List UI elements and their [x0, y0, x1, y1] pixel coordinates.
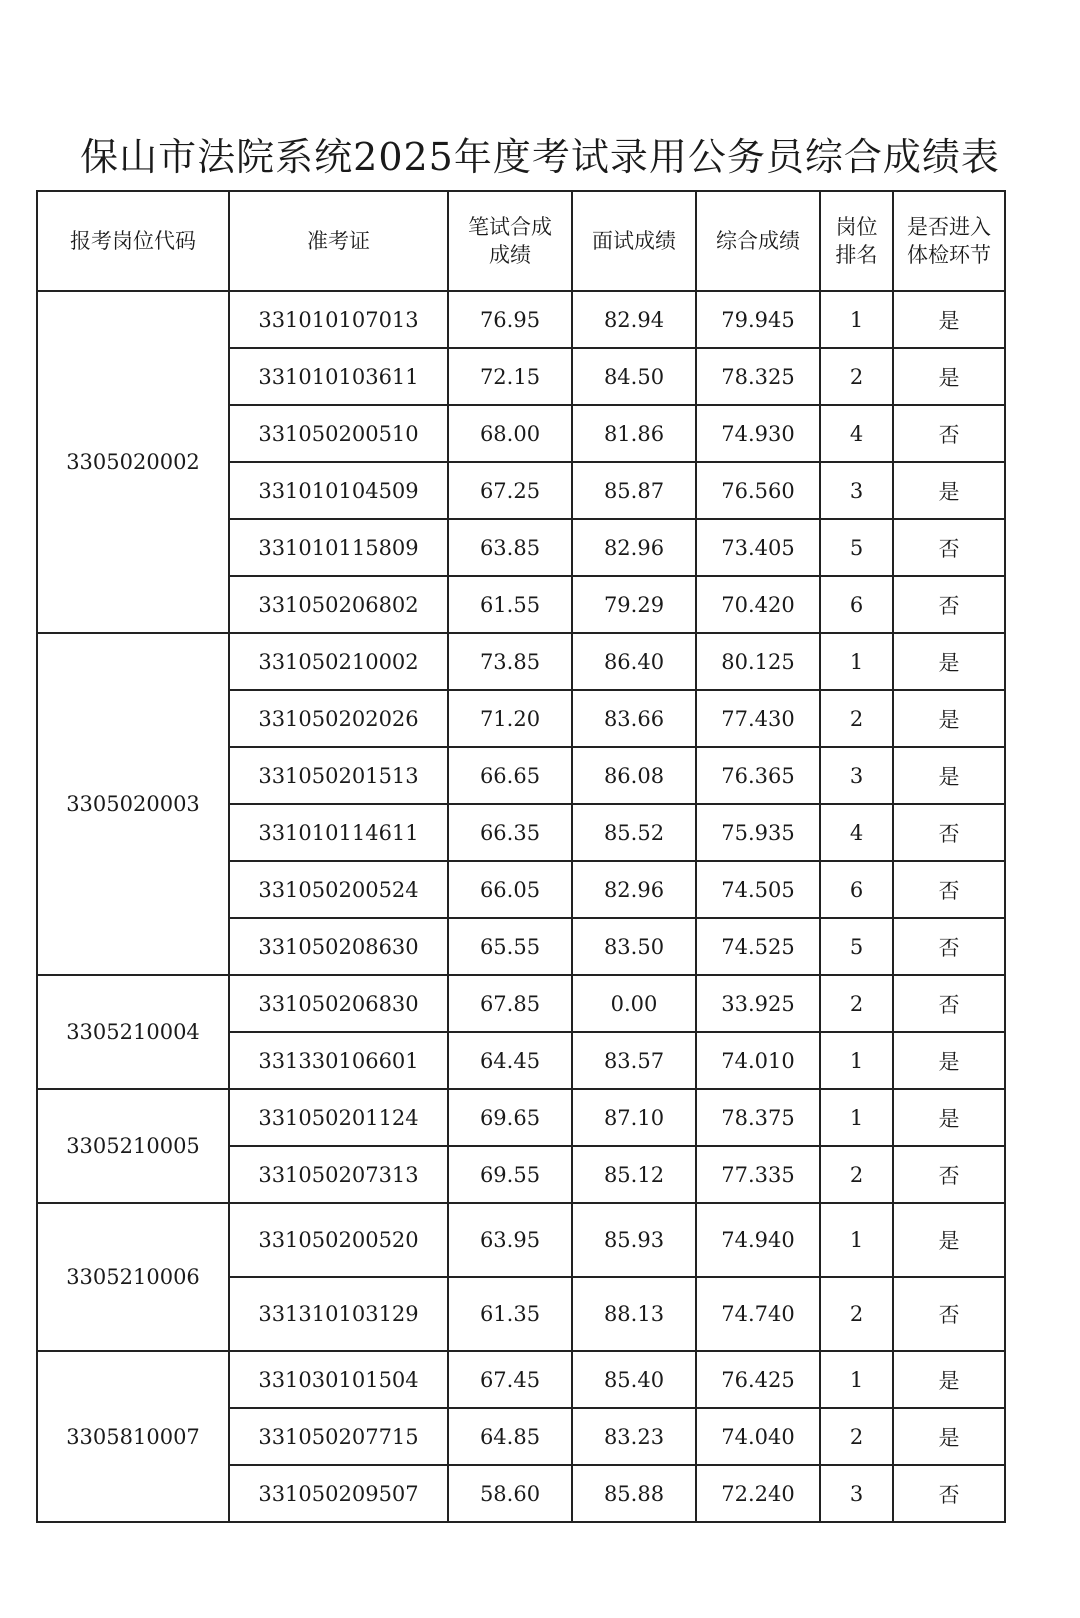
composite-cell: 75.935 — [696, 804, 820, 861]
interview-cell: 83.23 — [572, 1408, 696, 1465]
physical-cell: 否 — [893, 804, 1005, 861]
interview-cell: 85.93 — [572, 1203, 696, 1277]
written-cell: 67.25 — [448, 462, 572, 519]
physical-cell: 否 — [893, 576, 1005, 633]
composite-cell: 74.010 — [696, 1032, 820, 1089]
rank-cell: 5 — [820, 918, 893, 975]
rank-cell: 1 — [820, 1032, 893, 1089]
rank-cell: 1 — [820, 1351, 893, 1408]
physical-cell: 是 — [893, 348, 1005, 405]
header-position-code: 报考岗位代码 — [37, 191, 229, 291]
interview-cell: 83.50 — [572, 918, 696, 975]
composite-cell: 72.240 — [696, 1465, 820, 1522]
physical-cell: 否 — [893, 975, 1005, 1032]
header-ticket: 准考证 — [229, 191, 448, 291]
position-code-cell: 3305210005 — [37, 1089, 229, 1203]
position-code-cell: 3305810007 — [37, 1351, 229, 1522]
written-cell: 76.95 — [448, 291, 572, 348]
composite-cell: 76.560 — [696, 462, 820, 519]
ticket-cell: 331030101504 — [229, 1351, 448, 1408]
interview-cell: 84.50 — [572, 348, 696, 405]
ticket-cell: 331050210002 — [229, 633, 448, 690]
physical-cell: 是 — [893, 1032, 1005, 1089]
rank-cell: 1 — [820, 1089, 893, 1146]
ticket-cell: 331050200524 — [229, 861, 448, 918]
ticket-cell: 331010104509 — [229, 462, 448, 519]
rank-cell: 5 — [820, 519, 893, 576]
position-code-cell: 3305210004 — [37, 975, 229, 1089]
composite-cell: 74.040 — [696, 1408, 820, 1465]
physical-cell: 是 — [893, 747, 1005, 804]
position-code-cell: 3305020002 — [37, 291, 229, 633]
interview-cell: 85.12 — [572, 1146, 696, 1203]
written-cell: 66.65 — [448, 747, 572, 804]
composite-cell: 74.930 — [696, 405, 820, 462]
composite-cell: 70.420 — [696, 576, 820, 633]
header-interview-score: 面试成绩 — [572, 191, 696, 291]
interview-cell: 85.88 — [572, 1465, 696, 1522]
physical-cell: 否 — [893, 405, 1005, 462]
composite-cell: 77.335 — [696, 1146, 820, 1203]
physical-cell: 是 — [893, 1351, 1005, 1408]
interview-cell: 79.29 — [572, 576, 696, 633]
composite-cell: 76.425 — [696, 1351, 820, 1408]
interview-cell: 85.40 — [572, 1351, 696, 1408]
table-row — [37, 975, 1005, 1032]
physical-cell: 是 — [893, 1408, 1005, 1465]
composite-cell: 77.430 — [696, 690, 820, 747]
physical-cell: 否 — [893, 861, 1005, 918]
written-cell: 66.35 — [448, 804, 572, 861]
written-cell: 61.55 — [448, 576, 572, 633]
ticket-cell: 331330106601 — [229, 1032, 448, 1089]
physical-cell: 是 — [893, 1203, 1005, 1277]
header-physical-line1: 是否进入 — [907, 215, 991, 239]
composite-cell: 33.925 — [696, 975, 820, 1032]
ticket-cell: 331310103129 — [229, 1277, 448, 1351]
ticket-cell: 331050206802 — [229, 576, 448, 633]
written-cell: 63.95 — [448, 1203, 572, 1277]
header-written-line2: 成绩 — [489, 243, 531, 267]
ticket-cell: 331050201124 — [229, 1089, 448, 1146]
rank-cell: 2 — [820, 1277, 893, 1351]
ticket-cell: 331050206830 — [229, 975, 448, 1032]
interview-cell: 83.66 — [572, 690, 696, 747]
interview-cell: 87.10 — [572, 1089, 696, 1146]
rank-cell: 1 — [820, 291, 893, 348]
table-row — [37, 633, 1005, 690]
table-row — [37, 1203, 1005, 1277]
ticket-cell: 331050200510 — [229, 405, 448, 462]
rank-cell: 1 — [820, 633, 893, 690]
header-rank-line2: 排名 — [835, 243, 878, 267]
written-cell: 67.45 — [448, 1351, 572, 1408]
rank-cell: 2 — [820, 348, 893, 405]
table-body — [37, 291, 1005, 1522]
physical-cell: 是 — [893, 291, 1005, 348]
header-composite-score: 综合成绩 — [696, 191, 820, 291]
interview-cell: 88.13 — [572, 1277, 696, 1351]
score-table — [36, 190, 1006, 1523]
ticket-cell: 331010115809 — [229, 519, 448, 576]
ticket-cell: 331050207715 — [229, 1408, 448, 1465]
ticket-cell: 331050207313 — [229, 1146, 448, 1203]
physical-cell: 是 — [893, 633, 1005, 690]
ticket-cell: 331050201513 — [229, 747, 448, 804]
rank-cell: 2 — [820, 1146, 893, 1203]
written-cell: 66.05 — [448, 861, 572, 918]
rank-cell: 6 — [820, 861, 893, 918]
rank-cell: 2 — [820, 690, 893, 747]
header-written-score — [448, 191, 572, 291]
written-cell: 58.60 — [448, 1465, 572, 1522]
composite-cell: 78.325 — [696, 348, 820, 405]
physical-cell: 是 — [893, 462, 1005, 519]
interview-cell: 86.08 — [572, 747, 696, 804]
rank-cell: 4 — [820, 405, 893, 462]
interview-cell: 82.96 — [572, 861, 696, 918]
header-written-line1: 笔试合成 — [468, 215, 552, 239]
written-cell: 69.65 — [448, 1089, 572, 1146]
written-cell: 72.15 — [448, 348, 572, 405]
table-row — [37, 291, 1005, 348]
rank-cell: 1 — [820, 1203, 893, 1277]
physical-cell: 否 — [893, 1465, 1005, 1522]
ticket-cell: 331050200520 — [229, 1203, 448, 1277]
header-row — [37, 191, 1005, 291]
written-cell: 65.55 — [448, 918, 572, 975]
position-code-cell: 3305210006 — [37, 1203, 229, 1351]
rank-cell: 3 — [820, 747, 893, 804]
composite-cell: 79.945 — [696, 291, 820, 348]
interview-cell: 85.52 — [572, 804, 696, 861]
table-row — [37, 1089, 1005, 1146]
rank-cell: 3 — [820, 1465, 893, 1522]
interview-cell: 0.00 — [572, 975, 696, 1032]
written-cell: 61.35 — [448, 1277, 572, 1351]
composite-cell: 80.125 — [696, 633, 820, 690]
rank-cell: 4 — [820, 804, 893, 861]
written-cell: 73.85 — [448, 633, 572, 690]
rank-cell: 6 — [820, 576, 893, 633]
physical-cell: 否 — [893, 1277, 1005, 1351]
written-cell: 68.00 — [448, 405, 572, 462]
composite-cell: 74.525 — [696, 918, 820, 975]
ticket-cell: 331050202026 — [229, 690, 448, 747]
written-cell: 67.85 — [448, 975, 572, 1032]
interview-cell: 83.57 — [572, 1032, 696, 1089]
physical-cell: 是 — [893, 1089, 1005, 1146]
physical-cell: 是 — [893, 690, 1005, 747]
composite-cell: 76.365 — [696, 747, 820, 804]
page-title: 保山市法院系统2025年度考试录用公务员综合成绩表 — [80, 135, 1000, 179]
interview-cell: 81.86 — [572, 405, 696, 462]
composite-cell: 74.940 — [696, 1203, 820, 1277]
physical-cell: 否 — [893, 918, 1005, 975]
ticket-cell: 331010107013 — [229, 291, 448, 348]
header-physical-line2: 体检环节 — [907, 243, 991, 267]
interview-cell: 85.87 — [572, 462, 696, 519]
rank-cell: 3 — [820, 462, 893, 519]
composite-cell: 74.505 — [696, 861, 820, 918]
written-cell: 63.85 — [448, 519, 572, 576]
written-cell: 64.85 — [448, 1408, 572, 1465]
header-rank-line1: 岗位 — [835, 215, 878, 239]
interview-cell: 86.40 — [572, 633, 696, 690]
ticket-cell: 331010103611 — [229, 348, 448, 405]
composite-cell: 73.405 — [696, 519, 820, 576]
composite-cell: 78.375 — [696, 1089, 820, 1146]
header-rank — [820, 191, 893, 291]
written-cell: 69.55 — [448, 1146, 572, 1203]
header-physical-exam — [893, 191, 1005, 291]
position-code-cell: 3305020003 — [37, 633, 229, 975]
rank-cell: 2 — [820, 975, 893, 1032]
ticket-cell: 331050208630 — [229, 918, 448, 975]
interview-cell: 82.96 — [572, 519, 696, 576]
interview-cell: 82.94 — [572, 291, 696, 348]
ticket-cell: 331010114611 — [229, 804, 448, 861]
composite-cell: 74.740 — [696, 1277, 820, 1351]
rank-cell: 2 — [820, 1408, 893, 1465]
ticket-cell: 331050209507 — [229, 1465, 448, 1522]
physical-cell: 否 — [893, 1146, 1005, 1203]
written-cell: 64.45 — [448, 1032, 572, 1089]
table-row — [37, 1351, 1005, 1408]
written-cell: 71.20 — [448, 690, 572, 747]
physical-cell: 否 — [893, 519, 1005, 576]
